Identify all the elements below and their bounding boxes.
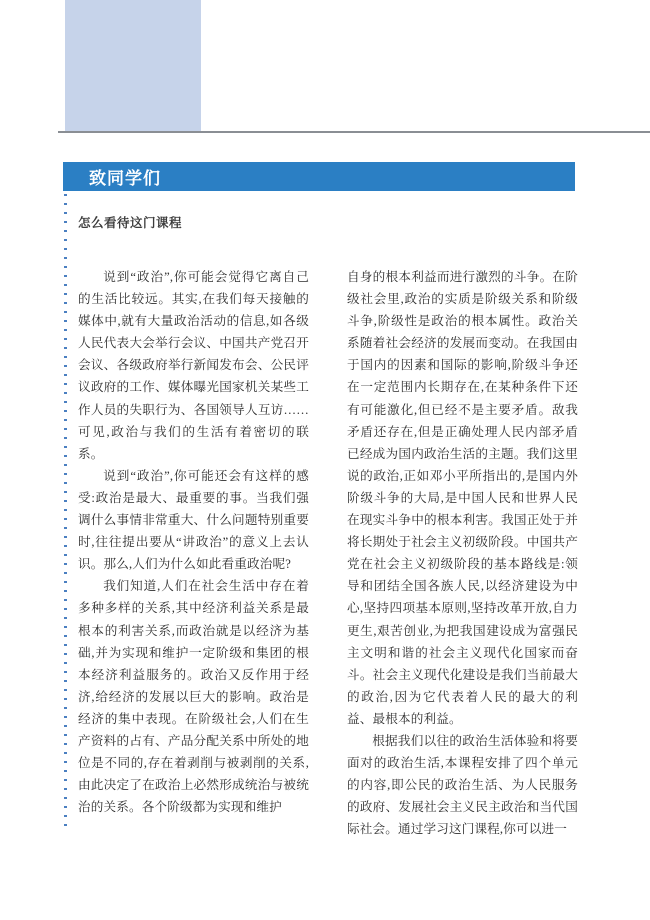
paragraph: 我们知道,人们在社会生活中存在着多种多样的关系,其中经济利益关系是最根本的利害关系,而政治就是以经济为基础,并为实现和维护一定阶级和集团的根本经济利益服务的。政治又反作用于经济,给经济的发展以巨大的影响。政治是经济的集中表现。在阶级社会,人们在生产资料的占有、产品分配关系中所处的地位是不同的,存在着剥削与被剥削的关系,由此决定了在政治上必然形成统治与被统治的关系。各个阶级都为实现和维护	[78, 579, 309, 815]
section-title-banner	[63, 162, 575, 191]
header-divider-rule	[58, 131, 650, 133]
paragraph: 说到“政治”,你可能还会有这样的感受:政治是最大、最重要的事。当我们强调什么事情非常重大、什么问题特别重要时,往往提出要从“讲政治”的意义上去认识。那么,人们为什么如此看重政治呢?	[78, 468, 309, 572]
paragraph: 说到“政治”,你可能会觉得它离自己的生活比较远。其实,在我们每天接触的媒体中,就有大量政治活动的信息,如各级人民代表大会举行会议、中国共产党召开会议、各级政府举行新闻发布会、公民评议政府的工作、媒体曝光国家机关某些工作人员的失职行为、各国领导人互访……可见,政治与我们的生活有着密切的联系。	[78, 270, 309, 461]
text-column-left	[78, 266, 309, 826]
dotted-margin-rule	[64, 194, 67, 832]
paragraph: 根据我们以往的政治生活体验和将要面对的政治生活,本课程安排了四个单元的内容,即公民的政治生活、为人民服务的政府、发展社会主义民主政治和当代国际社会。通过学习这门课程,你可以进一	[347, 733, 578, 837]
subheading: 怎么看待这门课程	[78, 216, 183, 230]
body-columns	[78, 266, 578, 837]
text-column-right	[347, 266, 578, 837]
page-title: 致同学们	[89, 169, 161, 188]
paragraph: 自身的根本利益而进行激烈的斗争。在阶级社会里,政治的实质是阶级关系和阶级斗争,阶级性是政治的根本属性。政治关系随着社会经济的发展而变动。在我国由于国内的因素和国际的影响,阶级斗争还在一定范围内长期存在,在某种条件下还有可能激化,但已经不是主要矛盾。敌我矛盾还存在,但是正确处理人民内部矛盾已经成为国内政治生活的主题。我们这里说的政治,正如邓小平所指出的,是国内外阶级斗争的大局,是中国人民和世界人民在现实斗争中的根本利害。我国正处于并将长期处于社会主义初级阶段。中国共产党在社会主义初级阶段的基本路线是:领导和团结全国各族人民,以经济建设为中心,坚持四项基本原则,坚持改革开放,自力更生,艰苦创业,为把我国建设成为富强民主文明和谐的社会主义现代化国家而奋斗。社会主义现代化建设是我们当前最大的政治,因为它代表着人民的最大的利益、最根本的利益。	[347, 270, 578, 726]
decorative-header-block	[65, 0, 201, 131]
